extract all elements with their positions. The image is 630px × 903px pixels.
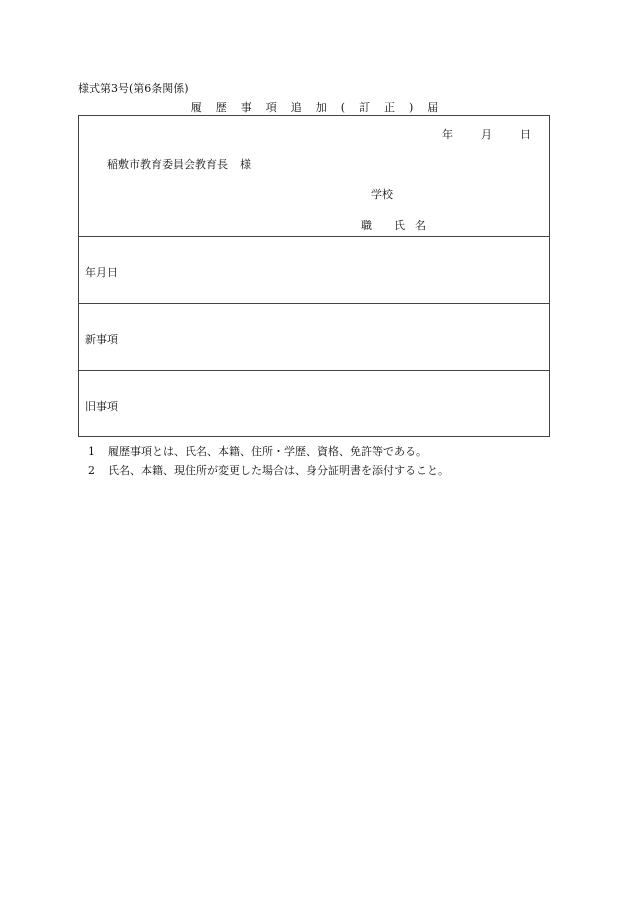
note-text: 氏名、本籍、現住所が変更した場合は、身分証明書を添付すること。 (108, 464, 449, 477)
row-label-new: 新事項 (85, 333, 118, 346)
title-char: 届 (427, 101, 439, 114)
month-label: 月 (481, 128, 492, 141)
title-char: ( (340, 101, 345, 114)
title-char: 加 (315, 101, 327, 114)
title-char: 項 (265, 101, 277, 114)
note-item (88, 442, 449, 461)
row-label-old: 旧事項 (85, 400, 118, 413)
title-char: 歴 (215, 101, 227, 114)
note-number: 1 (88, 445, 95, 458)
title-char: ) (409, 101, 414, 114)
note-number: 2 (88, 464, 95, 477)
name-label-1: 氏 (394, 219, 405, 232)
addressee (107, 156, 251, 172)
note-text: 履歴事項とは、氏名、本籍、住所・学歴、資格、免許等である。 (108, 445, 427, 458)
title-char: 正 (384, 101, 395, 114)
row-old-item (79, 371, 549, 437)
form-title (78, 99, 551, 115)
name-label-2: 名 (415, 219, 426, 232)
position-label: 職 (361, 219, 372, 232)
school-label: 学校 (371, 188, 393, 201)
form-number: 様式第3号(第6条関係) (78, 82, 189, 95)
row-date (79, 237, 549, 304)
date-line (442, 126, 531, 142)
year-label: 年 (442, 128, 453, 141)
form-table (78, 115, 550, 437)
header-section (79, 116, 549, 237)
row-new-item (79, 304, 549, 371)
name-line (361, 217, 426, 233)
row-label-date: 年月日 (85, 266, 118, 279)
note-item (88, 461, 449, 480)
day-label: 日 (520, 128, 531, 141)
title-char: 訂 (359, 101, 370, 114)
title-char: 履 (190, 101, 202, 114)
addressee-name: 稲敷市教育委員会教育長 (107, 158, 228, 171)
title-char: 事 (240, 101, 252, 114)
addressee-honorific: 様 (240, 158, 251, 171)
notes (88, 442, 449, 480)
title-char: 追 (290, 101, 302, 114)
